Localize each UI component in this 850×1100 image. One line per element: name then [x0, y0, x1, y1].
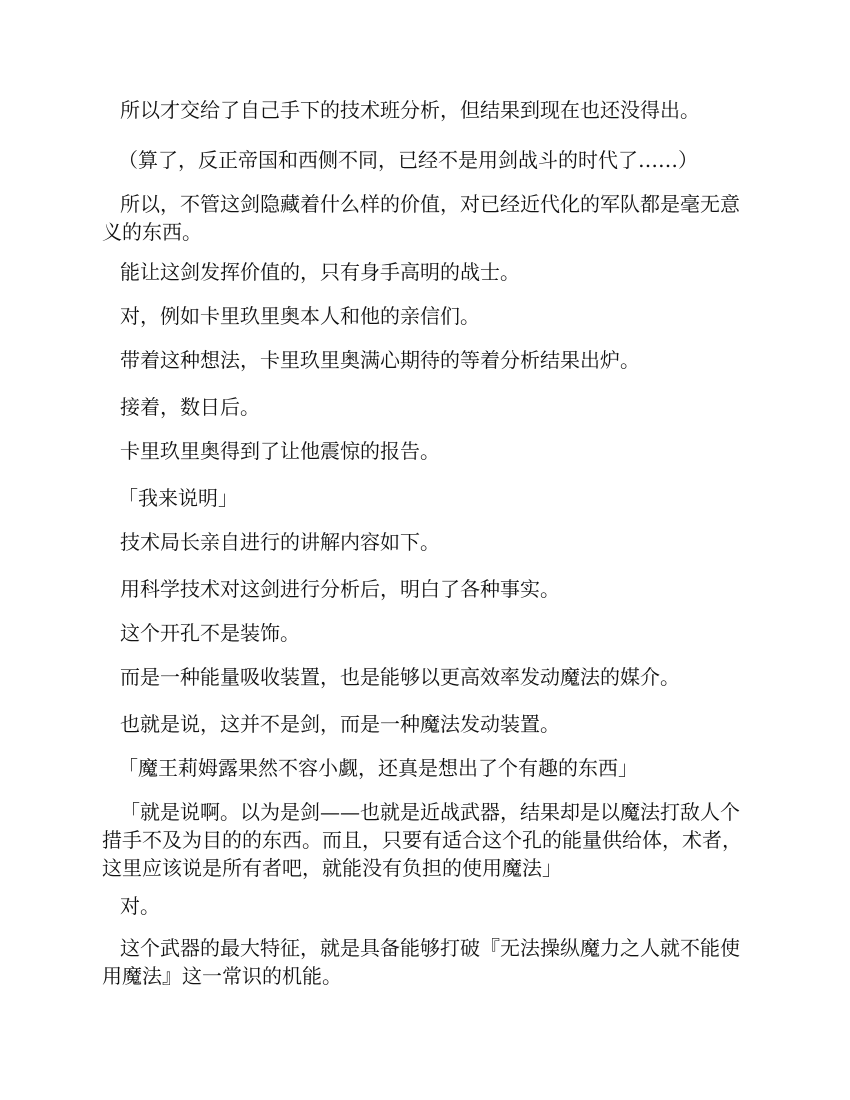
- paragraph-2: （算了，反正帝国和西侧不同，已经不是用剑战斗的时代了……）: [118, 148, 698, 172]
- paragraph-3: 所以，不管这剑隐藏着什么样的价值，对已经近代化的军队都是毫无意义的东西。: [102, 192, 740, 244]
- paragraph-5: 对，例如卡里玖里奥本人和他的亲信们。: [120, 304, 480, 328]
- paragraph-18: 这个武器的最大特征，就是具备能够打破『无法操纵魔力之人就不能使用魔法』这一常识的机能。: [102, 936, 740, 988]
- paragraph-9: 「我来说明」: [118, 486, 238, 510]
- paragraph-11: 用科学技术对这剑进行分析后，明白了各种事实。: [120, 577, 560, 601]
- paragraph-12: 这个开孔不是装饰。: [120, 621, 300, 645]
- paragraph-8: 卡里玖里奥得到了让他震惊的报告。: [120, 439, 440, 463]
- paragraph-6: 带着这种想法，卡里玖里奥满心期待的等着分析结果出炉。: [120, 348, 640, 372]
- paragraph-10: 技术局长亲自进行的讲解内容如下。: [120, 530, 440, 554]
- paragraph-13: 而是一种能量吸收装置，也是能够以更高效率发动魔法的媒介。: [120, 665, 680, 689]
- paragraph-1: 所以才交给了自己手下的技术班分析，但结果到现在也还没得出。: [120, 98, 700, 122]
- paragraph-15: 「魔王莉姆露果然不容小觑，还真是想出了个有趣的东西」: [118, 756, 638, 780]
- paragraph-4: 能让这剑发挥价值的，只有身手高明的战士。: [120, 260, 520, 284]
- paragraph-14: 也就是说，这并不是剑，而是一种魔法发动装置。: [120, 712, 560, 736]
- paragraph-16: 「就是说啊。以为是剑——也就是近战武器，结果却是以魔法打敌人个措手不及为目的的东西。而且，只要有适合这个孔的能量供给体，术者，这里应该说是所有者吧，就能没有负担的使用魔法」: [102, 800, 742, 880]
- paragraph-17: 对。: [120, 894, 160, 918]
- paragraph-7: 接着，数日后。: [120, 395, 260, 419]
